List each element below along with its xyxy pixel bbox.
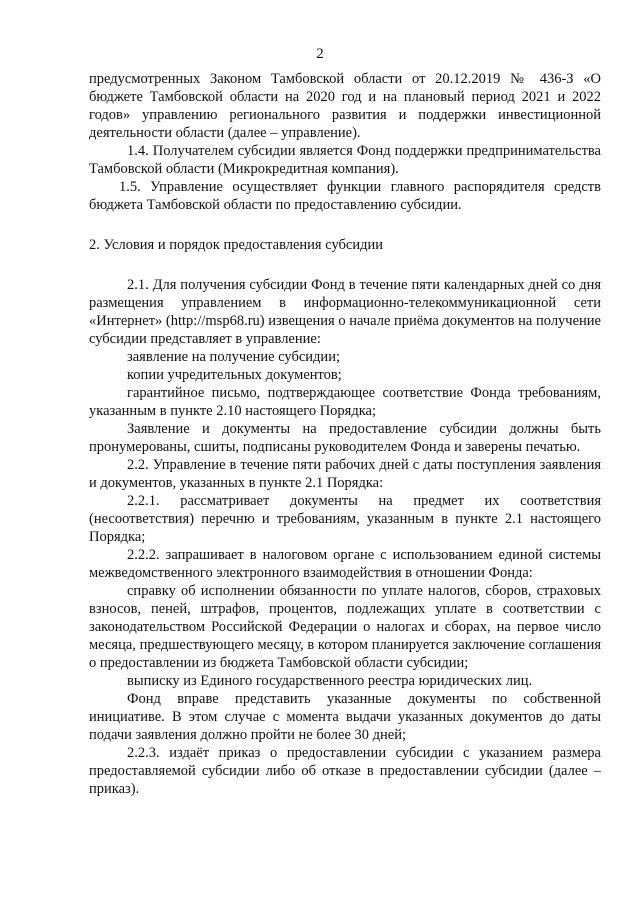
list-item-tax-certificate: справку об исполнении обязанности по уплате налогов, сборов, страховых взносов, пеней, штрафов, процентов, подлежащих уплате в соответствии с законодательством Российской Федерации о налогах и сборах, на первое число месяца, предшествующего месяцу, в котором планируется заключение соглашения о предоставлении из бюджета Тамбовской области субсидии; <box>89 583 601 671</box>
page-number: 2 <box>316 46 324 62</box>
list-item-application: заявление на получение субсидии; <box>127 349 340 365</box>
list-item-guarantee-letter: гарантийное письмо, подтверждающее соответствие Фонда требованиям, указанным в пункте 2.10 настоящего Порядка; <box>89 385 601 419</box>
paragraph-docs-requirements: Заявление и документы на предоставление субсидии должны быть пронумерованы, сшиты, подписаны руководителем Фонда и заверены печатью. <box>89 421 601 455</box>
paragraph-2-1: 2.1. Для получения субсидии Фонд в течение пяти календарных дней со дня размещения управлением в информационно-телекоммуникационной сети «Интернет» (http://msp68.ru) извещения о начале приёма документов на получение субсидии представляет в управление: <box>89 277 601 347</box>
paragraph-2-2: 2.2. Управление в течение пяти рабочих дней с даты поступления заявления и документов, указанных в пункте 2.1 Порядка: <box>89 457 601 491</box>
paragraph-fund-initiative: Фонд вправе представить указанные документы по собственной инициативе. В этом случае с момента выдачи указанных документов до даты подачи заявления должно пройти не более 30 дней; <box>89 691 601 743</box>
paragraph-2-2-3: 2.2.3. издаёт приказ о предоставлении субсидии с указанием размера предоставляемой субсидии либо об отказе в предоставлении субсидии (далее – приказ). <box>89 745 601 797</box>
paragraph-2-2-1: 2.2.1. рассматривает документы на предмет их соответствия (несоответствия) перечню и требованиям, указанным в пункте 2.1 настоящего Порядка; <box>89 493 601 545</box>
list-item-registry-extract: выписку из Единого государственного реестра юридических лиц. <box>127 673 533 689</box>
paragraph-law-reference: предусмотренных Законом Тамбовской области от 20.12.2019 № 436-З «О бюджете Тамбовской области на 2020 год и на плановый период 2021 и 2022 годов» управлению регионального развития и поддержки инвестиционной деятельности области (далее – управление). <box>89 71 601 141</box>
paragraph-1-4: 1.4. Получателем субсидии является Фонд поддержки предпринимательства Тамбовской области (Микрокредитная компания). <box>89 143 601 177</box>
document-body <box>89 70 601 798</box>
list-item-founding-docs: копии учредительных документов; <box>127 367 342 383</box>
section-heading: 2. Условия и порядок предоставления субсидии <box>89 237 384 253</box>
paragraph-1-5: 1.5. Управление осуществляет функции главного распорядителя средств бюджета Тамбовской области по предоставлению субсидии. <box>89 179 601 213</box>
paragraph-2-2-2: 2.2.2. запрашивает в налоговом органе с использованием единой системы межведомственного электронного взаимодействия в отношении Фонда: <box>89 547 601 581</box>
